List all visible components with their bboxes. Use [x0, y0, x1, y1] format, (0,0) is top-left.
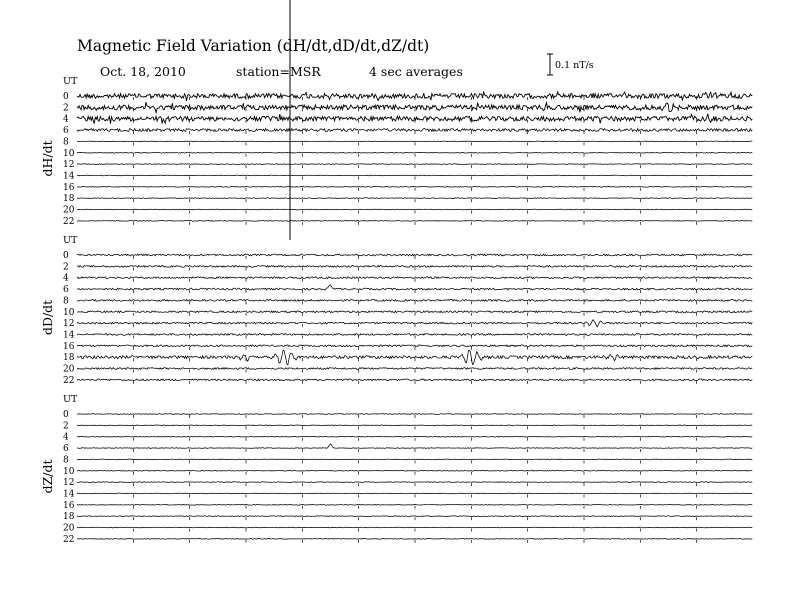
trace-line — [77, 254, 752, 256]
row-20 — [63, 365, 752, 375]
row-6 — [63, 285, 752, 295]
row-label: 8 — [63, 296, 69, 307]
trace-line — [77, 516, 752, 517]
panels — [40, 76, 752, 545]
row-20 — [63, 206, 752, 216]
panel-dz-dt — [40, 394, 752, 545]
trace-line — [77, 350, 752, 365]
row-label: 16 — [63, 341, 75, 352]
row-6 — [63, 444, 752, 454]
row-label: 6 — [63, 285, 69, 296]
row-label: 14 — [63, 171, 75, 182]
row-14 — [63, 489, 752, 499]
trace-line — [77, 459, 752, 460]
row-label: 20 — [63, 364, 75, 375]
row-22 — [63, 217, 752, 227]
row-18 — [63, 350, 752, 365]
scale-bar — [547, 54, 553, 75]
row-label: 12 — [63, 319, 75, 330]
trace-line — [77, 504, 752, 505]
row-2 — [63, 102, 752, 113]
station-label: station=MSR — [236, 64, 321, 79]
row-label: 16 — [63, 182, 75, 193]
row-20 — [63, 524, 752, 534]
trace-line — [77, 482, 752, 483]
row-0 — [63, 410, 752, 420]
row-18 — [63, 194, 752, 204]
trace-line — [77, 425, 752, 426]
row-0 — [63, 251, 752, 261]
trace-line — [77, 527, 752, 528]
row-label: 18 — [63, 353, 75, 364]
row-label: 14 — [63, 330, 75, 341]
trace-line — [77, 221, 752, 222]
panel-label: dD/dt — [40, 299, 55, 336]
trace-line — [77, 334, 752, 336]
row-14 — [63, 330, 752, 340]
trace-line — [77, 368, 752, 370]
row-label: 18 — [63, 512, 75, 523]
trace-line — [77, 414, 752, 415]
trace-line — [77, 379, 752, 381]
date-label: Oct. 18, 2010 — [100, 64, 186, 79]
trace-line — [77, 539, 752, 540]
row-label: 16 — [63, 500, 75, 511]
row-8 — [63, 137, 752, 147]
row-label: 4 — [63, 114, 69, 125]
row-14 — [63, 171, 752, 181]
trace-line — [77, 152, 752, 153]
row-label: 22 — [63, 534, 75, 545]
panel-dd-dt — [40, 235, 752, 386]
trace-line — [77, 470, 752, 471]
row-4 — [63, 114, 752, 125]
panel-label: dZ/dt — [40, 459, 55, 494]
row-16 — [63, 183, 752, 193]
row-label: 0 — [63, 410, 69, 420]
row-label: 6 — [63, 444, 69, 455]
trace-line — [77, 164, 752, 165]
row-12 — [63, 478, 752, 488]
trace-line — [77, 345, 752, 347]
row-label: 8 — [63, 455, 69, 466]
trace-line — [77, 444, 752, 448]
row-4 — [63, 274, 752, 284]
row-label: 14 — [63, 489, 75, 500]
row-label: 4 — [63, 273, 69, 284]
row-label: 12 — [63, 160, 75, 171]
row-label: 12 — [63, 478, 75, 489]
row-4 — [63, 433, 752, 443]
row-label: 4 — [63, 432, 69, 443]
row-12 — [63, 319, 752, 329]
row-16 — [63, 501, 752, 511]
row-label: 2 — [63, 103, 69, 114]
ut-axis-title: UT — [63, 76, 78, 87]
row-label: 0 — [63, 251, 69, 261]
averaging-label: 4 sec averages — [369, 64, 463, 79]
row-label: 10 — [63, 148, 75, 159]
trace-line — [77, 493, 752, 494]
trace-line — [77, 285, 752, 290]
panel-label: dH/dt — [40, 140, 55, 177]
ut-axis-title: UT — [63, 394, 78, 405]
trace-line — [77, 141, 752, 142]
row-16 — [63, 342, 752, 352]
row-2 — [63, 262, 752, 272]
row-label: 20 — [63, 523, 75, 534]
row-6 — [63, 126, 752, 136]
row-label: 22 — [63, 216, 75, 227]
row-8 — [63, 455, 752, 465]
scale-bar-label: 0.1 nT/s — [555, 60, 594, 71]
row-label: 22 — [63, 375, 75, 386]
trace-line — [77, 186, 752, 187]
panel-dh-dt — [40, 76, 752, 227]
row-18 — [63, 512, 752, 522]
trace-line — [77, 300, 752, 302]
row-label: 6 — [63, 126, 69, 137]
row-10 — [63, 149, 752, 159]
row-0 — [63, 91, 752, 102]
row-22 — [63, 376, 752, 386]
row-10 — [63, 308, 752, 318]
row-10 — [63, 467, 752, 477]
trace-line — [77, 265, 752, 267]
chart-title: Magnetic Field Variation (dH/dt,dD/dt,dZ/dt) — [77, 37, 430, 55]
row-label: 2 — [63, 262, 69, 273]
trace-line — [77, 436, 752, 437]
row-label: 20 — [63, 205, 75, 216]
row-label: 2 — [63, 421, 69, 432]
trace-line — [77, 175, 752, 176]
row-label: 10 — [63, 307, 75, 318]
row-8 — [63, 296, 752, 306]
trace-line — [77, 198, 752, 199]
row-label: 18 — [63, 194, 75, 205]
trace-line — [77, 311, 752, 313]
row-22 — [63, 535, 752, 545]
trace-line — [77, 277, 752, 279]
ut-axis-title: UT — [63, 235, 78, 246]
trace-line — [77, 209, 752, 210]
row-label: 10 — [63, 466, 75, 477]
row-12 — [63, 160, 752, 170]
row-label: 0 — [63, 92, 69, 102]
row-label: 8 — [63, 137, 69, 148]
row-2 — [63, 421, 752, 431]
